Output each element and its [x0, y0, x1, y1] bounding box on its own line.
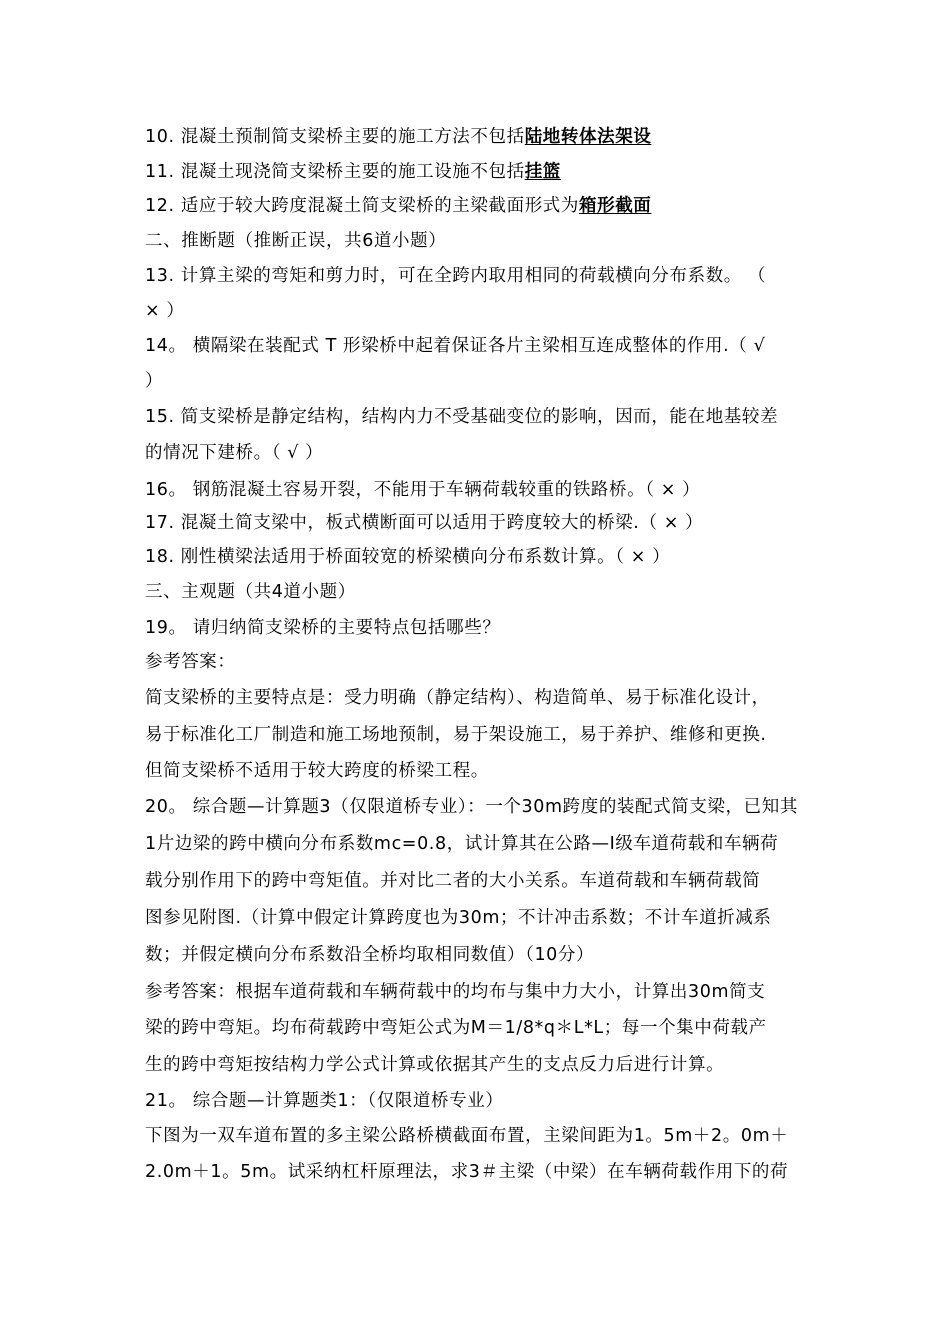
question-21-line-3: 2.0m＋1。5m。试采纳杠杆原理法，求3＃主梁（中梁）在车辆荷载作用下的荷	[145, 1162, 789, 1182]
answer-20-line-1: 参考答案：根据车道荷载和车辆荷载中的均布与集中力大小，计算出30m简支	[145, 982, 766, 1002]
question-13: 13. 计算主梁的弯矩和剪力时，可在全跨内取用相同的荷载横向分布系数。 （	[145, 266, 767, 286]
reference-answer-label: 参考答案：	[145, 652, 236, 672]
question-20-line-2: 1片边梁的跨中横向分布系数mc=0.8，试计算其在公路—Ⅰ级车道荷载和车辆荷	[145, 834, 779, 854]
question-20-line-4: 图参见附图.（计算中假定计算跨度也为30m；不计冲击系数；不计车道折减系	[145, 908, 772, 928]
section-heading-3: 三、主观题（共4道小题）	[145, 582, 356, 602]
question-21: 21。 综合题—计算题类1：（仅限道桥专业）	[145, 1091, 504, 1111]
question-20-line-5: 数；并假定横向分布系数沿全桥均取相同数值）（10分）	[145, 945, 595, 965]
question-20-line-3: 载分别作用下的跨中弯矩值。并对比二者的大小关系。车道荷载和车辆荷载简	[145, 871, 761, 891]
question-15: 15. 简支梁桥是静定结构，结构内力不受基础变位的影响，因而，能在地基较差	[145, 407, 779, 427]
answer-19-line-1: 简支梁桥的主要特点是：受力明确（静定结构）、构造简单、易于标准化设计，	[145, 688, 770, 708]
answer-20-line-3: 生的跨中弯矩按结构力学公式计算或依据其产生的支点反力后进行计算。	[145, 1055, 725, 1075]
question-14-answer: ）	[145, 371, 164, 391]
question-19: 19。 请归纳简支梁桥的主要特点包括哪些？	[145, 618, 501, 638]
question-16: 16。 钢筋混凝土容易开裂，不能用于车辆荷载较重的铁路桥。（ × ）	[145, 480, 701, 500]
question-11: 11. 混凝土现浇简支梁桥主要的施工设施不包括挂篮	[145, 162, 561, 182]
answer-12: 箱形截面	[579, 196, 652, 216]
answer-11: 挂篮	[524, 162, 561, 182]
question-21-line-2: 下图为一双车道布置的多主梁公路桥横截面布置，主梁间距为1。5m＋2。0m＋	[145, 1126, 789, 1146]
question-15-cont: 的情况下建桥。（ √ ）	[145, 443, 324, 463]
question-18: 18. 刚性横梁法适用于桥面较宽的桥梁横向分布系数计算。（ × ）	[145, 547, 671, 567]
question-12: 12. 适应于较大跨度混凝土简支梁桥的主梁截面形式为箱形截面	[145, 196, 652, 216]
answer-19-line-3: 但简支梁桥不适用于较大跨度的桥梁工程。	[145, 761, 489, 781]
question-20: 20。 综合题—计算题3（仅限道桥专业）：一个30m跨度的装配式简支梁，已知其	[145, 797, 798, 817]
question-13-answer: × ）	[145, 301, 185, 321]
answer-20-line-2: 梁的跨中弯矩。均布荷载跨中弯矩公式为M＝1/8*q＊L*L；每一个集中荷载产	[145, 1018, 767, 1038]
question-17: 17. 混凝土简支梁中，板式横断面可以适用于跨度较大的桥梁.（ × ）	[145, 513, 704, 533]
question-14: 14。 横隔梁在装配式 T 形梁桥中起着保证各片主梁相互连成整体的作用.（ √	[145, 336, 766, 356]
section-heading-2: 二、推断题（推断正误，共6道小题）	[145, 231, 447, 251]
question-10: 10. 混凝土预制简支梁桥主要的施工方法不包括陆地转体法架设	[145, 127, 652, 147]
answer-10: 陆地转体法架设	[524, 127, 652, 147]
answer-19-line-2: 易于标准化工厂制造和施工场地预制，易于架设施工，易于养护、维修和更换.	[145, 725, 767, 745]
